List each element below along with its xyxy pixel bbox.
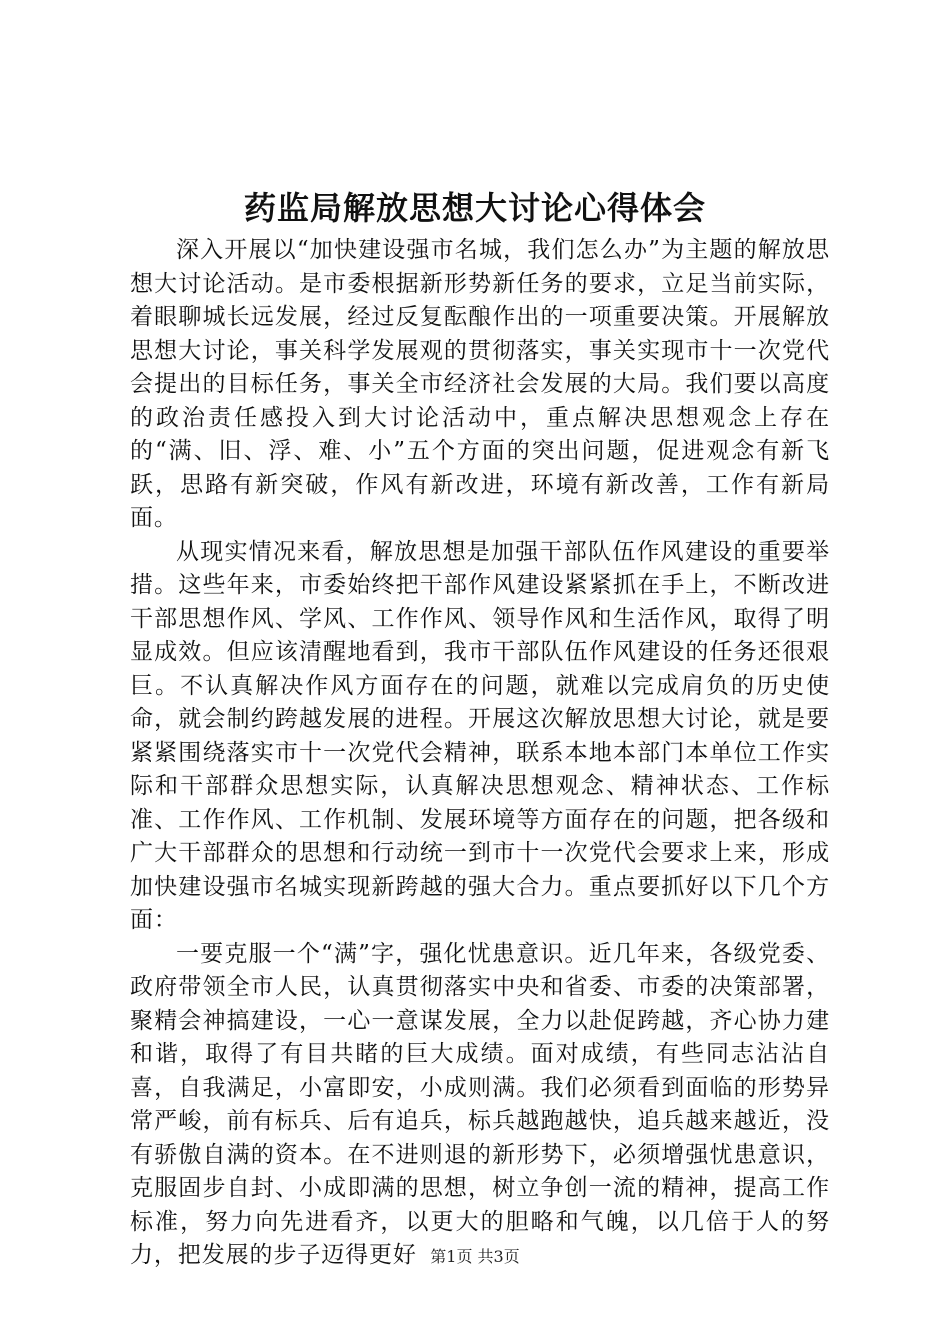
document-body [130,234,830,1273]
paragraph-2: 从现实情况来看，解放思想是加强干部队伍作风建设的重要举措。这些年来，市委始终把干部作风建设紧紧抓在手上，不断改进干部思想作风、学风、工作作风、领导作风和生活作风，取得了明显成效。但应该清醒地看到，我市干部队伍作风建设的任务还很艰巨。不认真解决作风方面存在的问题，就难以完成肩负的历史使命，就会制约跨越发展的进程。开展这次解放思想大讨论，就是要紧紧围绕落实市十一次党代会精神，联系本地本部门本单位工作实际和干部群众思想实际，认真解决思想观念、精神状态、工作标准、工作作风、工作机制、发展环境等方面存在的问题，把各级和广大干部群众的思想和行动统一到市十一次党代会要求上来，形成加快建设强市名城实现新跨越的强大合力。重点要抓好以下几个方面： [130,538,830,933]
document-title: 药监局解放思想大讨论心得体会 [243,189,706,227]
paragraph-1: 深入开展以“加快建设强市名城，我们怎么办”为主题的解放思想大讨论活动。是市委根据新形势新任务的要求，立足当前实际，着眼聊城长远发展，经过反复酝酿作出的一项重要决策。开展解放思想大讨论，事关科学发展观的贯彻落实，事关实现市十一次党代会提出的目标任务，事关全市经济社会发展的大局。我们要以高度的政治责任感投入到大讨论活动中，重点解决思想观念上存在的“满、旧、浮、难、小”五个方面的突出问题，促进观念有新飞跃，思路有新突破，作风有新改进，环境有新改善，工作有新局面。 [130,237,830,531]
page-footer: 第1页 共3页 [430,1247,520,1266]
paragraph-3: 一要克服一个“满”字，强化忧患意识。近几年来，各级党委、政府带领全市人民，认真贯彻落实中央和省委、市委的决策部署，聚精会神搞建设，一心一意谋发展，全力以赴促跨越，齐心协力建和谐，取得了有目共睹的巨大成绩。面对成绩，有些同志沾沾自喜，自我满足，小富即安，小成则满。我们必须看到面临的形势异常严峻，前有标兵、后有追兵，标兵越跑越快，追兵越来越近，没有骄傲自满的资本。在不进则退的新形势下，必须增强忧患意识，克服固步自封、小成即满的思想，树立争创一流的精神，提高工作标准，努力向先进看齐，以更大的胆略和气魄，以几倍于人的努力，把发展的步子迈得更好 [130,940,830,1268]
